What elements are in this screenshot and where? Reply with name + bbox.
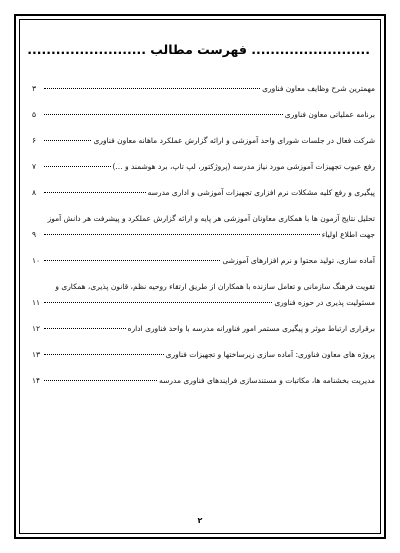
toc-entry-page: ۱۴ — [32, 376, 41, 385]
toc-entry-text: تقویت فرهنگ سازمانی و تعامل سازنده با همکاران از طریق ارتقاء روحیه نظم، قانون پذیری، همکاری و — [55, 282, 375, 291]
page-number: ۲ — [197, 516, 203, 525]
toc-entry — [32, 213, 375, 241]
toc-entry-text: تحلیل نتایج آزمون ها با همکاری معاونان آموزشی هر پایه و ارائه گزارش عملکرد و پیشرفت هر دانش آموز — [47, 214, 375, 223]
toc-leader-dots — [44, 166, 111, 167]
toc-entry-text: برقراری ارتباط موثر و پیگیری مستمر امور فناورانه مدرسه با واحد فناوری اداره — [127, 324, 375, 333]
toc-entry — [32, 83, 375, 95]
toc-leader-dots — [44, 354, 164, 355]
toc-title: ......................... فهرست مطالب ......................... — [27, 42, 370, 57]
toc-entry-page: ۸ — [32, 188, 37, 197]
toc-entry-page: ۱۰ — [32, 256, 41, 265]
toc-entry — [32, 109, 375, 121]
toc-entry-text: مهمترین شرح وظایف معاون فناوری — [262, 84, 375, 93]
toc-entry — [32, 375, 375, 387]
toc-leader-dots — [44, 140, 91, 141]
toc-entry-text: پروژه های معاون فناوری: آماده سازی زیرساختها و تجهیزات فناوری — [165, 350, 375, 359]
toc-leader-dots — [44, 380, 157, 381]
toc-leader-dots — [44, 234, 320, 235]
toc-entry — [32, 161, 375, 173]
toc-leader-dots — [44, 302, 272, 303]
toc-leader-dots — [44, 260, 220, 261]
toc-entry — [32, 349, 375, 361]
toc-entry — [32, 187, 375, 199]
toc-entry — [32, 135, 375, 147]
toc-entry-text-continued: جهت اطلاع اولیاء — [321, 230, 375, 239]
toc-entry-page: ۹ — [32, 230, 37, 239]
toc-entry — [32, 255, 375, 267]
toc-entry-page: ۵ — [32, 110, 37, 119]
toc-entry-text-continued: مسئولیت پذیری در حوزه فناوری — [274, 298, 375, 307]
toc-entry-text: پیگیری و رفع کلیه مشکلات نرم افزاری تجهیزات آموزشی و اداری مدرسه — [147, 188, 375, 197]
toc-leader-dots — [44, 192, 146, 193]
toc-entry-page: ۷ — [32, 162, 37, 171]
toc-entry-text: آماده سازی، تولید محتوا و نرم افزارهای آموزشی — [222, 256, 375, 265]
toc-entry-text: برنامه عملیاتی معاون فناوری — [284, 110, 375, 119]
toc-entry-page: ۱۳ — [32, 350, 41, 359]
toc-leader-dots — [44, 88, 260, 89]
toc-entry — [32, 323, 375, 335]
toc-leader-dots — [44, 114, 283, 115]
toc-entry-text: مدیریت بخشنامه ها، مکاتبات و مستندسازی فرایندهای فناوری مدرسه — [159, 376, 375, 385]
table-of-contents — [32, 83, 375, 401]
toc-leader-dots — [44, 328, 126, 329]
toc-entry-page: ۶ — [32, 136, 37, 145]
toc-entry-text: رفع عیوب تجهیزات آموزشی مورد نیاز مدرسه (پروژکتور، لپ تاپ، برد هوشمند و ...) — [112, 162, 375, 171]
toc-entry — [32, 281, 375, 309]
toc-entry-page: ۱۲ — [32, 324, 41, 333]
toc-entry-page: ۳ — [32, 84, 37, 93]
toc-entry-page: ۱۱ — [32, 298, 41, 307]
toc-entry-text: شرکت فعال در جلسات شورای واحد آموزشی و ارائه گزارش عملکرد ماهانه معاون فناوری — [93, 136, 375, 145]
